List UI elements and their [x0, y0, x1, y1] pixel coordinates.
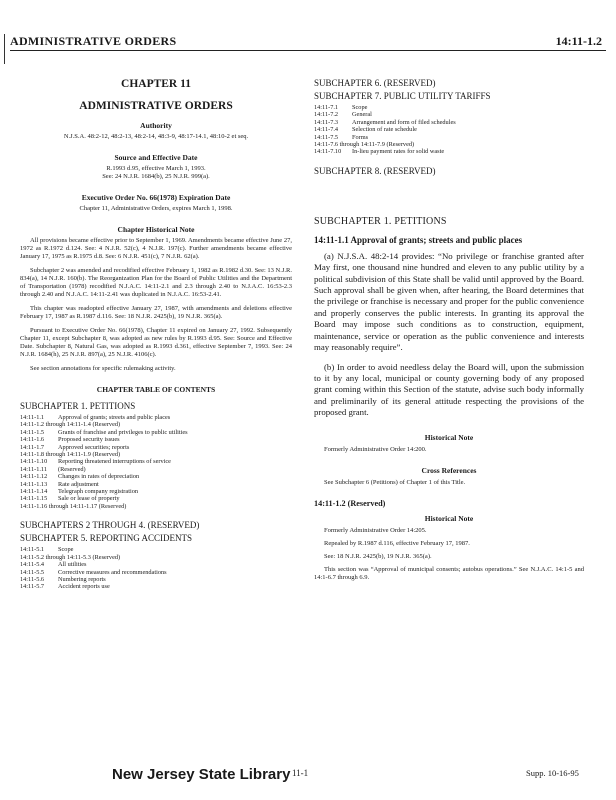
- toc-text: (Reserved): [92, 553, 121, 561]
- chapter-title: ADMINISTRATIVE ORDERS: [79, 100, 233, 112]
- chapter-number: CHAPTER 11: [121, 78, 191, 90]
- toc-row: [20, 444, 292, 451]
- toc-row: [20, 576, 292, 583]
- section-title: 14:11-1.2 (Reserved): [314, 498, 386, 508]
- toc-number: 14:11-1.7: [20, 443, 45, 451]
- toc-text: Proposed security issues: [58, 436, 120, 444]
- toc-number: 14:11-1.2 through 14:11-1.4: [20, 421, 91, 429]
- toc-subchapter-5-list: [20, 546, 292, 590]
- historical-note-line: See: 18 N.J.R. 2425(b), 19 N.J.R. 365(a).: [324, 552, 432, 560]
- historical-note-heading: Chapter Historical Note: [117, 225, 195, 234]
- toc-number: 14:11-1.12: [20, 473, 48, 481]
- toc-number: 14:11-7.6 through 14:11-7.9: [314, 141, 385, 149]
- toc-subchapter-title: SUBCHAPTER 6. (RESERVED): [314, 78, 436, 88]
- toc-subchapter-1-list: [20, 414, 292, 510]
- toc-text: Arrangement and form of filed schedules: [352, 118, 456, 126]
- historical-note-heading: Historical Note: [424, 432, 474, 442]
- toc-row: [20, 451, 292, 458]
- toc-row: [314, 134, 584, 141]
- toc-text: (Reserved): [98, 502, 127, 510]
- toc-number: 14:11-5.6: [20, 575, 45, 583]
- toc-row: [20, 466, 292, 473]
- cross-references-heading: Cross References: [421, 465, 477, 475]
- header-title: ADMINISTRATIVE ORDERS: [10, 34, 177, 48]
- toc-text: Telegraph company registration: [58, 488, 138, 496]
- source-heading: Source and Effective Date: [114, 153, 198, 162]
- toc-text: In-lieu payment rates for solid waste: [352, 148, 445, 156]
- historical-note-text: Formerly Administrative Order 14:200.: [324, 445, 427, 453]
- toc-number: 14:11-1.16 through 14:11-1.17: [20, 502, 98, 510]
- toc-text: Reporting threatened interruptions of service: [58, 458, 171, 466]
- section-title: 14:11-1.1 Approval of grants; streets and public places: [314, 234, 523, 245]
- right-column: [314, 78, 584, 582]
- toc-text: (Reserved): [92, 421, 121, 429]
- toc-text: Approval of grants; streets and public places: [58, 414, 171, 421]
- historical-note-line: Repealed by R.1987 d.116, effective February 17, 1987.: [324, 539, 470, 547]
- toc-number: 14:11-7.4: [314, 126, 339, 134]
- toc-row: [20, 414, 292, 421]
- toc-number: 14:11-7.3: [314, 118, 339, 126]
- subchapter-heading: SUBCHAPTER 1. PETITIONS: [314, 215, 447, 227]
- toc-row: [20, 583, 292, 590]
- toc-row: [20, 481, 292, 488]
- toc-subchapter-title: SUBCHAPTER 1. PETITIONS: [20, 401, 136, 411]
- toc-text: All utilities: [58, 561, 87, 569]
- toc-row: [20, 495, 292, 502]
- toc-row: [20, 569, 292, 576]
- toc-text: Rate adjustment: [58, 480, 99, 488]
- toc-number: 14:11-7.2: [314, 111, 339, 119]
- toc-row: [20, 473, 292, 480]
- historical-note-paragraph: Subchapter 2 was amended and recodified effective February 1, 1982 as R.1982 d.30. See: 13 N.J.R. 834(a), 14 N.J.R. 160(b). The Reorganization Plan for the Board of Public Utilities and the Department of Transportation (1978) recodified N.J.A.C. 14:11-2.1 and 2.3 through 2.40 to N.J.A.C. 16:53-2.3 through 2.40 and N.J.A.C. 14:11-2.41 was duplicated in N.J.A.C. 16:53-2.41.: [20, 267, 292, 298]
- toc-number: 14:11-1.10: [20, 458, 48, 466]
- historical-note-line: This section was “Approval of municipal consents; autobus operations.” See N.J.A.C. 14:1-5 and 14:1-6.7 through 6.9.: [314, 565, 584, 581]
- toc-number: 14:11-5.4: [20, 561, 45, 569]
- toc-number: 14:11-1.5: [20, 428, 45, 436]
- section-paragraph-a: (a) N.J.S.A. 48:2-14 provides: “No privilege or franchise granted after May first, one thousand nine hundred and eleven to any public utility by a political subdivision of this State shall be valid until approved by the Board. Such approval shall be given when, after hearing, the Board determines that the privilege or franchise is necessary and proper for the public convenience and properly conserves the public interests. In granting its approval the Board may impose such conditions as to construction, equipment, maintenance, service or operation as the public convenience and interests may reasonably require”.: [314, 250, 584, 353]
- toc-number: 14:11-1.1: [20, 414, 45, 421]
- toc-row: [20, 546, 292, 553]
- cross-references-text: See Subchapter 6 (Petitions) of Chapter 1 of this Title.: [324, 478, 466, 486]
- toc-number: 14:11-5.5: [20, 568, 45, 576]
- library-stamp: New Jersey State Library: [112, 766, 291, 783]
- toc-text: (Reserved): [386, 141, 415, 149]
- toc-text: General: [352, 111, 372, 119]
- toc-number: 14:11-1.14: [20, 488, 48, 496]
- toc-number: 14:11-1.11: [20, 465, 47, 473]
- toc-row: [314, 148, 584, 155]
- historical-note-line: Formerly Administrative Order 14:205.: [324, 526, 427, 534]
- toc-number: 14:11-1.15: [20, 495, 48, 503]
- page-footer: [0, 758, 616, 800]
- toc-text: Scope: [58, 546, 74, 554]
- toc-text: (Reserved): [92, 451, 121, 459]
- toc-row: [20, 554, 292, 561]
- toc-number: 14:11-5.7: [20, 583, 45, 591]
- toc-row: [314, 126, 584, 133]
- header-rule: [10, 50, 606, 51]
- toc-row: [20, 429, 292, 436]
- toc-text: Numbering reports: [58, 575, 106, 583]
- page-number: 11-1: [292, 768, 309, 778]
- toc-row: [314, 111, 584, 118]
- toc-text: (Reserved): [58, 465, 86, 473]
- toc-text: Changes in rates of depreciation: [58, 473, 140, 481]
- toc-row: [20, 421, 292, 428]
- toc-row: [20, 561, 292, 568]
- header-section-number: 14:11-1.2: [555, 34, 602, 48]
- source-line-2: See: 24 N.J.R. 1684(b), 25 N.J.R. 999(a).: [102, 173, 210, 180]
- toc-text: Accident reports use: [58, 583, 110, 591]
- toc-heading: CHAPTER TABLE OF CONTENTS: [96, 385, 216, 394]
- toc-number: 14:11-1.6: [20, 436, 45, 444]
- toc-row: [314, 104, 584, 111]
- toc-number: 14:11-5.2 through 14:11-5.3: [20, 553, 91, 561]
- historical-note-heading: Historical Note: [424, 513, 474, 523]
- toc-number: 14:11-5.1: [20, 546, 45, 554]
- toc-subchapter-7-list: [314, 104, 584, 156]
- executive-order-text: Chapter 11, Administrative Orders, expires March 1, 1998.: [79, 205, 233, 212]
- toc-text: Approved securities; reports: [58, 443, 130, 451]
- left-column: [20, 78, 292, 591]
- authority-text: N.J.S.A. 48:2-12, 48:2-13, 48:2-14, 48:3-9, 48:17-14.1, 48:10-2 et seq.: [63, 133, 249, 140]
- toc-number: 14:11-1.13: [20, 480, 48, 488]
- toc-row: [20, 436, 292, 443]
- authority-heading: Authority: [140, 121, 172, 130]
- toc-row: [20, 503, 292, 510]
- supplement-date: Supp. 10-16-95: [526, 768, 579, 778]
- toc-text: Selection of rate schedule: [352, 126, 417, 134]
- executive-order-heading: Executive Order No. 66(1978) Expiration Date: [81, 193, 231, 202]
- toc-number: 14:11-7.10: [314, 148, 342, 156]
- toc-subchapter-title: SUBCHAPTER 8. (RESERVED): [314, 165, 436, 176]
- toc-subchapter-title: SUBCHAPTERS 2 THROUGH 4. (RESERVED): [20, 520, 200, 531]
- section-paragraph-b: (b) In order to avoid needless delay the Board will, upon the submission to it by any local, municipal or county governing body of any proposed grant coming within this Section of the statute, advise such body informally and preliminarily of its general attitude respecting the provisions of the proposed grant.: [314, 361, 584, 418]
- toc-subchapter-title: SUBCHAPTER 7. PUBLIC UTILITY TARIFFS: [314, 91, 491, 101]
- source-line-1: R.1993 d.95, effective March 1, 1993.: [106, 165, 206, 172]
- toc-text: Corrective measures and recommendations: [58, 568, 167, 576]
- toc-row: [314, 141, 584, 148]
- historical-note-paragraph: All provisions became effective prior to September 1, 1969. Amendments became effective June 27, 1972 as R.1972 d.124. See: 4 N.J.R. 52(c), 4 N.J.R. 197(c). Further amendments became effective January 17, 1975 as R.1975 d.8. See: 6 N.J.R. 451(c), 7 N.J.R. 62(a).: [20, 237, 292, 260]
- toc-text: Sale or lease of property: [58, 495, 120, 503]
- running-header: [0, 0, 616, 56]
- toc-subchapter-title: SUBCHAPTER 5. REPORTING ACCIDENTS: [20, 533, 192, 544]
- historical-note-paragraph: See section annotations for specific rulemaking activity.: [30, 365, 176, 372]
- toc-row: [314, 119, 584, 126]
- toc-number: 14:11-7.1: [314, 104, 339, 111]
- toc-row: [20, 458, 292, 465]
- toc-text: Scope: [352, 104, 368, 111]
- toc-number: 14:11-7.5: [314, 133, 339, 141]
- toc-row: [20, 488, 292, 495]
- toc-number: 14:11-1.8 through 14:11-1.9: [20, 451, 91, 459]
- toc-text: Grants of franchise and privileges to public utilities: [58, 428, 188, 436]
- toc-text: Forms: [352, 133, 369, 141]
- historical-note-paragraph: This chapter was readopted effective January 27, 1987, with amendments and deletions effective February 17, 1987 as R.1987 d.116. See: 18 N.J.R. 2425(b), 19 N.J.R. 365(a).: [20, 305, 292, 320]
- historical-note-paragraph: Pursuant to Executive Order No. 66(1978), Chapter 11 expired on January 27, 1992. Subsequently Chapter 11, except Subchapter 8, was adopted as new rules by R.1993 d.95. See: Source and Effective Date. Subchapter 8, Natural Gas, was adopted as R.1993 d.361, effective September 7, 1993. See: 24 N.J.R. 1684(h), 25 N.J.R. 897(a), 25 N.J.R. 4106(c).: [20, 327, 292, 358]
